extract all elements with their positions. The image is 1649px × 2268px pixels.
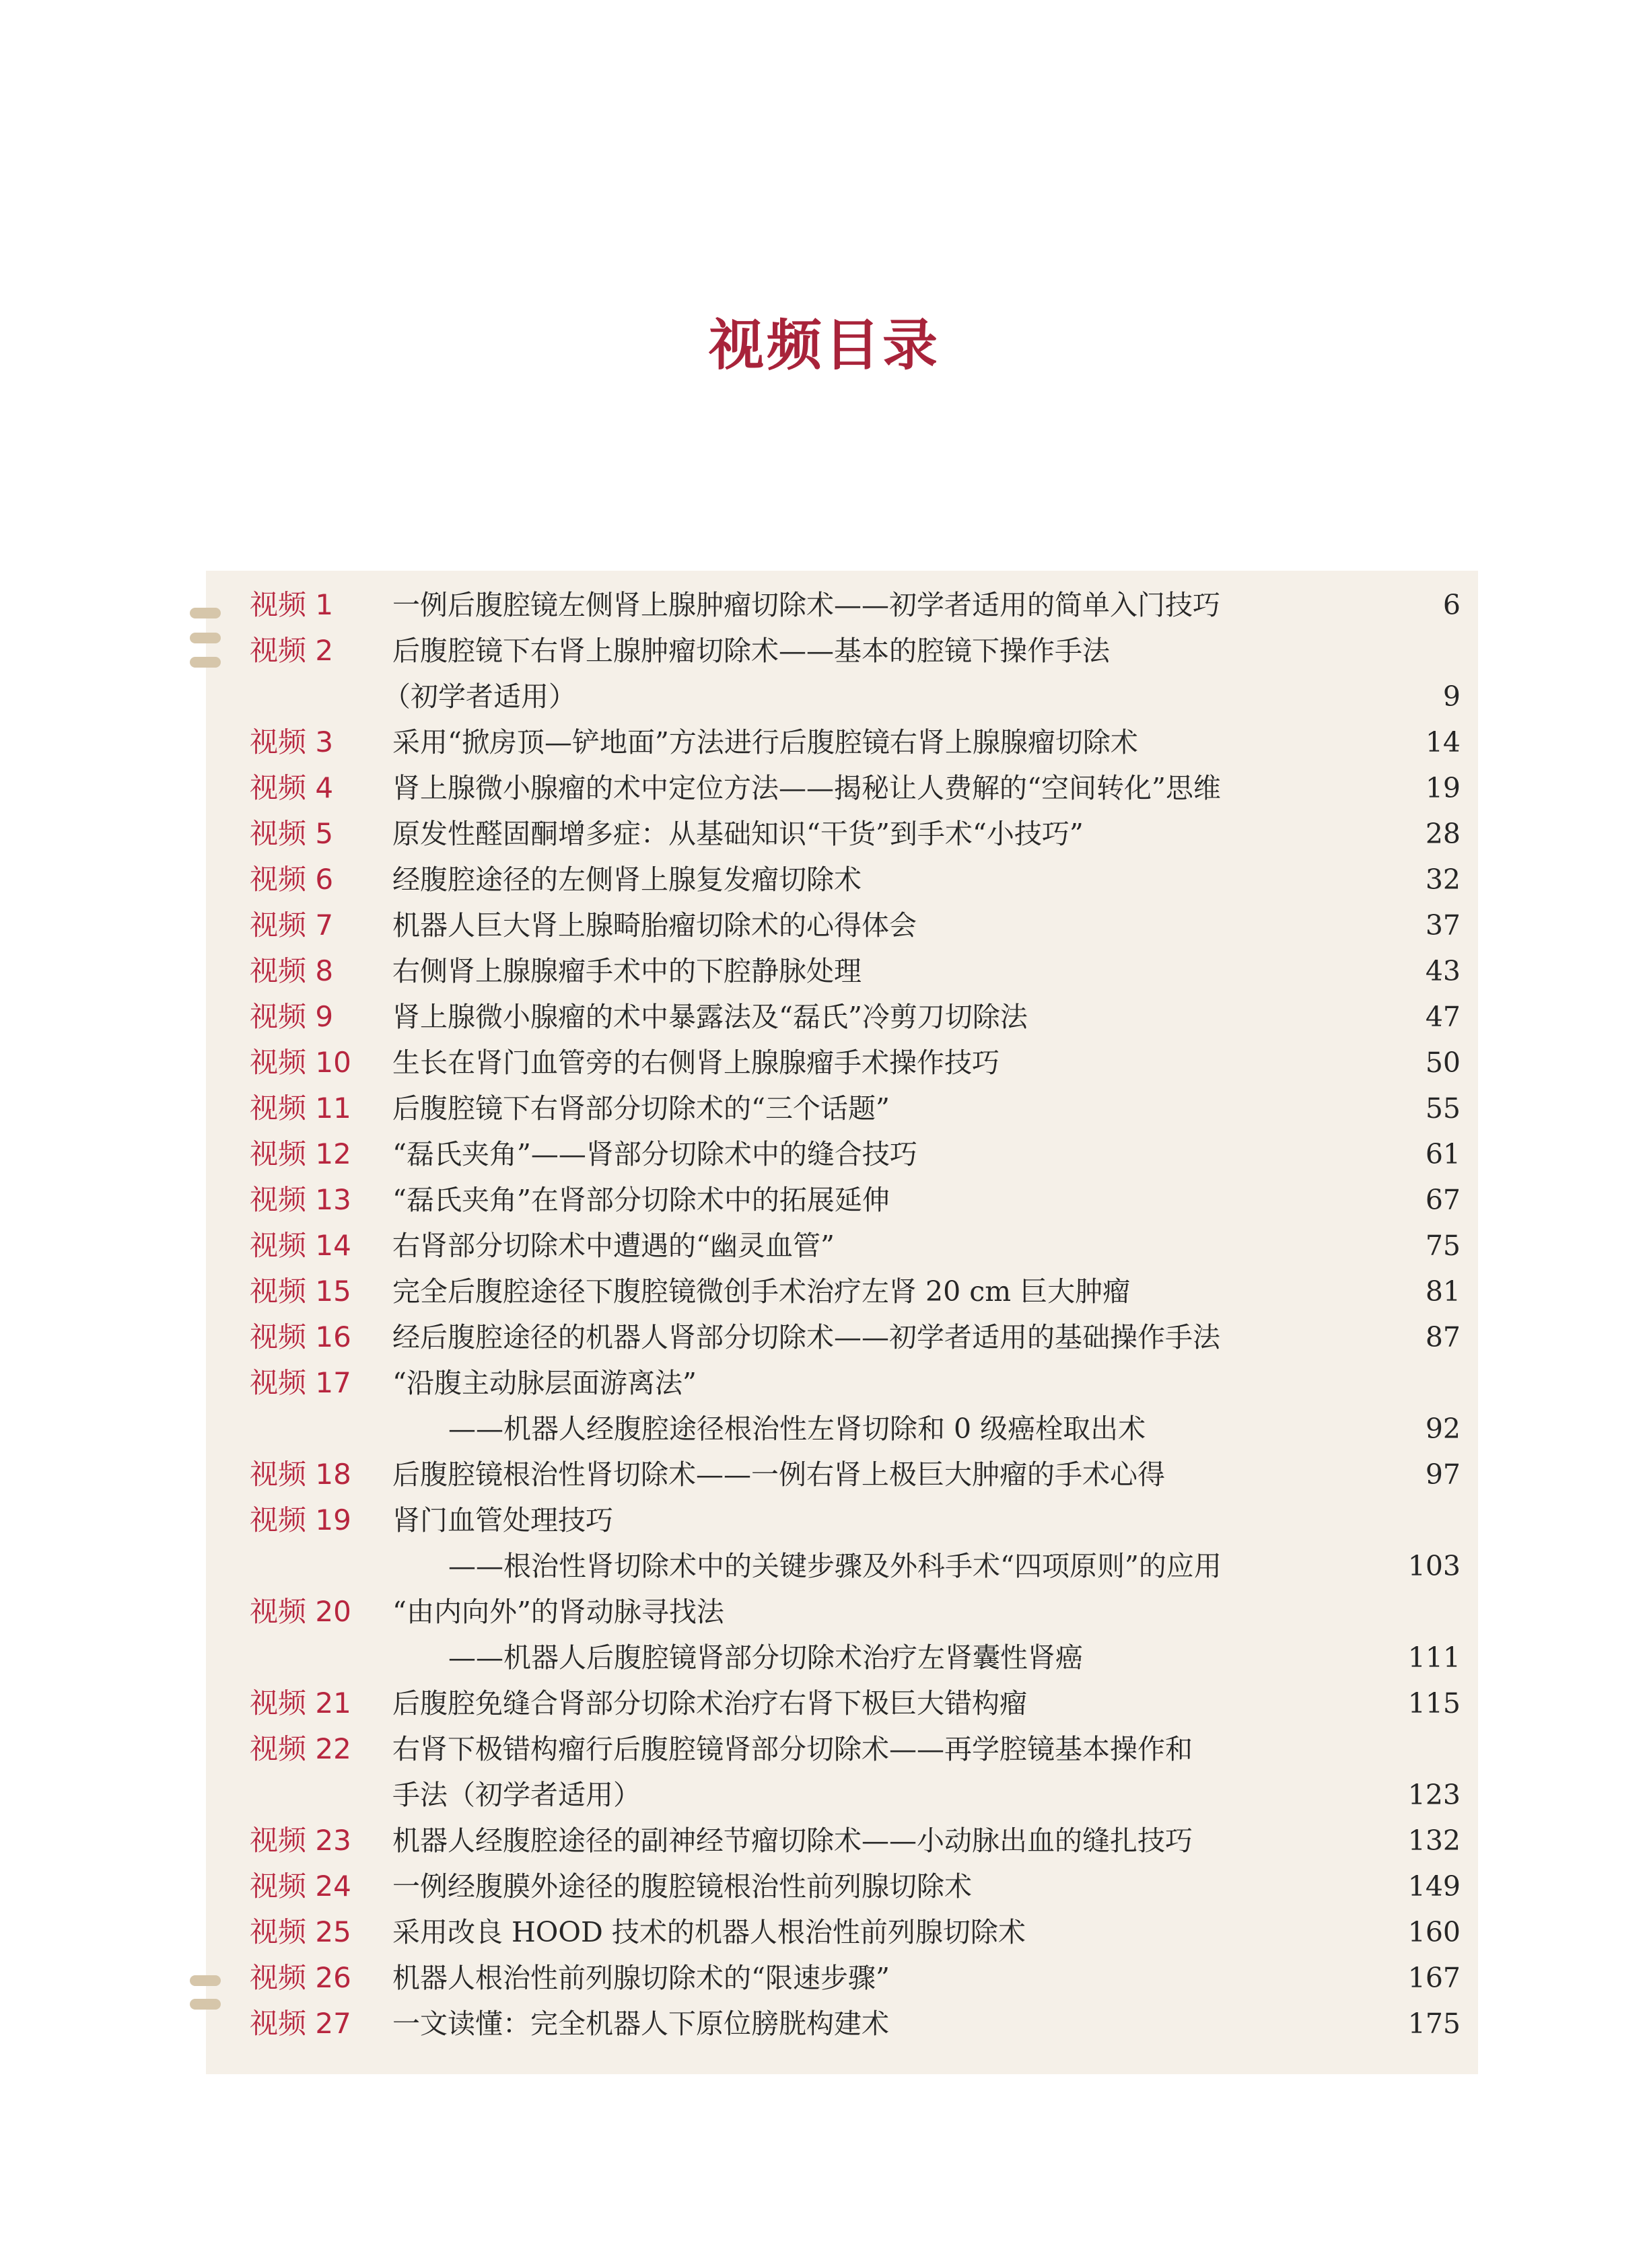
page-number: 103 — [1407, 1550, 1461, 1582]
page-number: 81 — [1425, 1275, 1461, 1308]
toc-entry[interactable] — [206, 1040, 1478, 1086]
video-label: 视频 7 — [250, 909, 334, 942]
video-label: 视频 15 — [250, 1275, 351, 1308]
entry-title: 右肾下极错构瘤行后腹腔镜肾部分切除术——再学腔镜基本操作和 — [392, 1733, 1193, 1765]
entry-title: 原发性醛固酮增多症：从基础知识“干货”到手术“小技巧” — [392, 818, 1084, 850]
entry-subtitle: ——机器人经腹腔途径根治性左肾切除和 0 级癌栓取出术 — [448, 1413, 1146, 1445]
entry-title: 采用改良 HOOD 技术的机器人根治性前列腺切除术 — [392, 1916, 1026, 1948]
toc-entry-continuation[interactable] — [206, 674, 1478, 719]
video-label: 视频 12 — [250, 1137, 351, 1170]
page-number: 61 — [1425, 1138, 1461, 1170]
entry-title: 一文读懂：完全机器人下原位膀胱构建术 — [392, 2008, 889, 2040]
toc-entry[interactable] — [206, 582, 1478, 628]
page-number: 175 — [1407, 2008, 1461, 2040]
entry-title: 一例经腹膜外途径的腹腔镜根治性前列腺切除术 — [392, 1870, 972, 1903]
entry-title: 完全后腹腔途径下腹腔镜微创手术治疗左肾 20 cm 巨大肿瘤 — [392, 1275, 1131, 1308]
video-label: 视频 20 — [250, 1595, 351, 1628]
toc-entry[interactable] — [206, 1086, 1478, 1131]
page-number: 149 — [1407, 1870, 1461, 1903]
entry-title: “磊氏夹角”在肾部分切除术中的拓展延伸 — [392, 1184, 890, 1216]
toc-entry[interactable] — [206, 1360, 1478, 1406]
entry-title: 肾上腺微小腺瘤的术中定位方法——揭秘让人费解的“空间转化”思维 — [392, 772, 1221, 804]
toc-entry[interactable] — [206, 1131, 1478, 1177]
page-number: 32 — [1425, 863, 1461, 896]
toc-entry-continuation[interactable] — [206, 1543, 1478, 1589]
toc-entry[interactable] — [206, 1726, 1478, 1772]
entry-subtitle: ——根治性肾切除术中的关键步骤及外科手术“四项原则”的应用 — [448, 1550, 1222, 1582]
toc-entry[interactable] — [206, 1864, 1478, 1909]
toc-entry[interactable] — [206, 902, 1478, 948]
page-number: 87 — [1425, 1321, 1461, 1353]
page-number: 55 — [1425, 1092, 1461, 1125]
page-number: 167 — [1407, 1962, 1461, 1994]
video-label: 视频 14 — [250, 1229, 351, 1262]
video-label: 视频 25 — [250, 1915, 351, 1948]
video-label: 视频 21 — [250, 1687, 351, 1720]
video-label: 视频 13 — [250, 1183, 351, 1216]
entry-title: 生长在肾门血管旁的右侧肾上腺腺瘤手术操作技巧 — [392, 1047, 999, 1079]
page-number: 28 — [1425, 818, 1461, 850]
entry-title: 肾门血管处理技巧 — [392, 1504, 613, 1536]
entry-title: 后腹腔镜下右肾部分切除术的“三个话题” — [392, 1092, 890, 1125]
page-number: 19 — [1425, 772, 1461, 804]
video-label: 视频 3 — [250, 725, 334, 758]
video-label: 视频 19 — [250, 1503, 351, 1536]
toc-entry[interactable] — [206, 1223, 1478, 1269]
video-label: 视频 4 — [250, 771, 334, 804]
page-number: 111 — [1407, 1641, 1461, 1674]
page-number: 160 — [1407, 1916, 1461, 1948]
entry-title: 机器人巨大肾上腺畸胎瘤切除术的心得体会 — [392, 909, 917, 942]
page-number: 115 — [1407, 1687, 1461, 1720]
page-number: 75 — [1425, 1230, 1461, 1262]
toc-entry[interactable] — [206, 1497, 1478, 1543]
video-label: 视频 8 — [250, 954, 334, 987]
entry-title: 机器人根治性前列腺切除术的“限速步骤” — [392, 1962, 890, 1994]
entry-title: 右侧肾上腺腺瘤手术中的下腔静脉处理 — [392, 955, 862, 987]
video-label: 视频 17 — [250, 1366, 351, 1399]
page-number: 50 — [1425, 1047, 1461, 1079]
page-number: 14 — [1425, 726, 1461, 758]
entry-title: “沿腹主动脉层面游离法” — [392, 1367, 697, 1399]
video-label: 视频 24 — [250, 1870, 351, 1903]
toc-entry[interactable] — [206, 1818, 1478, 1864]
video-label: 视频 5 — [250, 817, 334, 850]
toc-entry[interactable] — [206, 948, 1478, 994]
entry-title: “磊氏夹角”——肾部分切除术中的缝合技巧 — [392, 1138, 917, 1170]
toc-entry-continuation[interactable] — [206, 1635, 1478, 1680]
video-label: 视频 11 — [250, 1092, 351, 1125]
entry-subtitle: ——机器人后腹腔镜肾部分切除术治疗左肾囊性肾癌 — [448, 1641, 1083, 1674]
toc-entry-continuation[interactable] — [206, 1406, 1478, 1452]
toc-entry[interactable] — [206, 1955, 1478, 2001]
page-number: 132 — [1407, 1824, 1461, 1857]
entry-title: 肾上腺微小腺瘤的术中暴露法及“磊氏”冷剪刀切除法 — [392, 1001, 1028, 1033]
entry-title: 后腹腔免缝合肾部分切除术治疗右肾下极巨大错构瘤 — [392, 1687, 1027, 1720]
video-label: 视频 16 — [250, 1320, 351, 1353]
toc-entry[interactable] — [206, 628, 1478, 674]
page-number: 97 — [1425, 1458, 1461, 1491]
toc-entry[interactable] — [206, 1314, 1478, 1360]
page-number: 9 — [1442, 680, 1461, 713]
entry-title: “由内向外”的肾动脉寻找法 — [392, 1596, 724, 1628]
toc-entry[interactable] — [206, 2001, 1478, 2047]
video-label: 视频 2 — [250, 634, 334, 667]
entry-title: 后腹腔镜根治性肾切除术——一例右肾上极巨大肿瘤的手术心得 — [392, 1458, 1165, 1491]
page-number: 67 — [1425, 1184, 1461, 1216]
page-title: 视频目录 — [708, 313, 940, 378]
video-label: 视频 10 — [250, 1046, 351, 1079]
toc-entry[interactable] — [206, 1177, 1478, 1223]
entry-title-continuation: 手法（初学者适用） — [392, 1779, 641, 1811]
video-label: 视频 26 — [250, 1961, 351, 1994]
video-label: 视频 18 — [250, 1458, 351, 1491]
toc-entry[interactable] — [206, 719, 1478, 765]
video-label: 视频 9 — [250, 1000, 334, 1033]
video-label: 视频 27 — [250, 2007, 351, 2040]
toc-entry[interactable] — [206, 811, 1478, 857]
entry-title: 机器人经腹腔途径的副神经节瘤切除术——小动脉出血的缝扎技巧 — [392, 1824, 1193, 1857]
page-number: 92 — [1425, 1413, 1461, 1445]
page-number: 47 — [1425, 1001, 1461, 1033]
page-number: 43 — [1425, 955, 1461, 987]
entry-title: 一例后腹腔镜左侧肾上腺肿瘤切除术——初学者适用的简单入门技巧 — [392, 589, 1220, 621]
entry-title: 采用“掀房顶—铲地面”方法进行后腹腔镜右肾上腺腺瘤切除术 — [392, 726, 1138, 758]
toc-entry[interactable] — [206, 1452, 1478, 1497]
toc-entry[interactable] — [206, 765, 1478, 811]
toc-entry[interactable] — [206, 1909, 1478, 1955]
video-label: 视频 1 — [250, 588, 334, 621]
entry-title: 经腹腔途径的左侧肾上腺复发瘤切除术 — [392, 863, 862, 896]
entry-title: 右肾部分切除术中遭遇的“幽灵血管” — [392, 1230, 835, 1262]
toc-entry[interactable] — [206, 1589, 1478, 1635]
video-label: 视频 23 — [250, 1824, 351, 1857]
page-number: 123 — [1407, 1779, 1461, 1811]
entry-title-continuation: （初学者适用） — [383, 680, 576, 713]
toc-entry[interactable] — [206, 857, 1478, 902]
page-number: 6 — [1442, 589, 1461, 621]
entry-title: 后腹腔镜下右肾上腺肿瘤切除术——基本的腔镜下操作手法 — [392, 635, 1110, 667]
toc-entry[interactable] — [206, 994, 1478, 1040]
toc-entry[interactable] — [206, 1680, 1478, 1726]
page-number: 37 — [1425, 909, 1461, 942]
video-label: 视频 6 — [250, 863, 334, 896]
toc-entry[interactable] — [206, 1269, 1478, 1314]
toc-entry-continuation[interactable] — [206, 1772, 1478, 1818]
entry-title: 经后腹腔途径的机器人肾部分切除术——初学者适用的基础操作手法 — [392, 1321, 1220, 1353]
video-label: 视频 22 — [250, 1732, 351, 1765]
